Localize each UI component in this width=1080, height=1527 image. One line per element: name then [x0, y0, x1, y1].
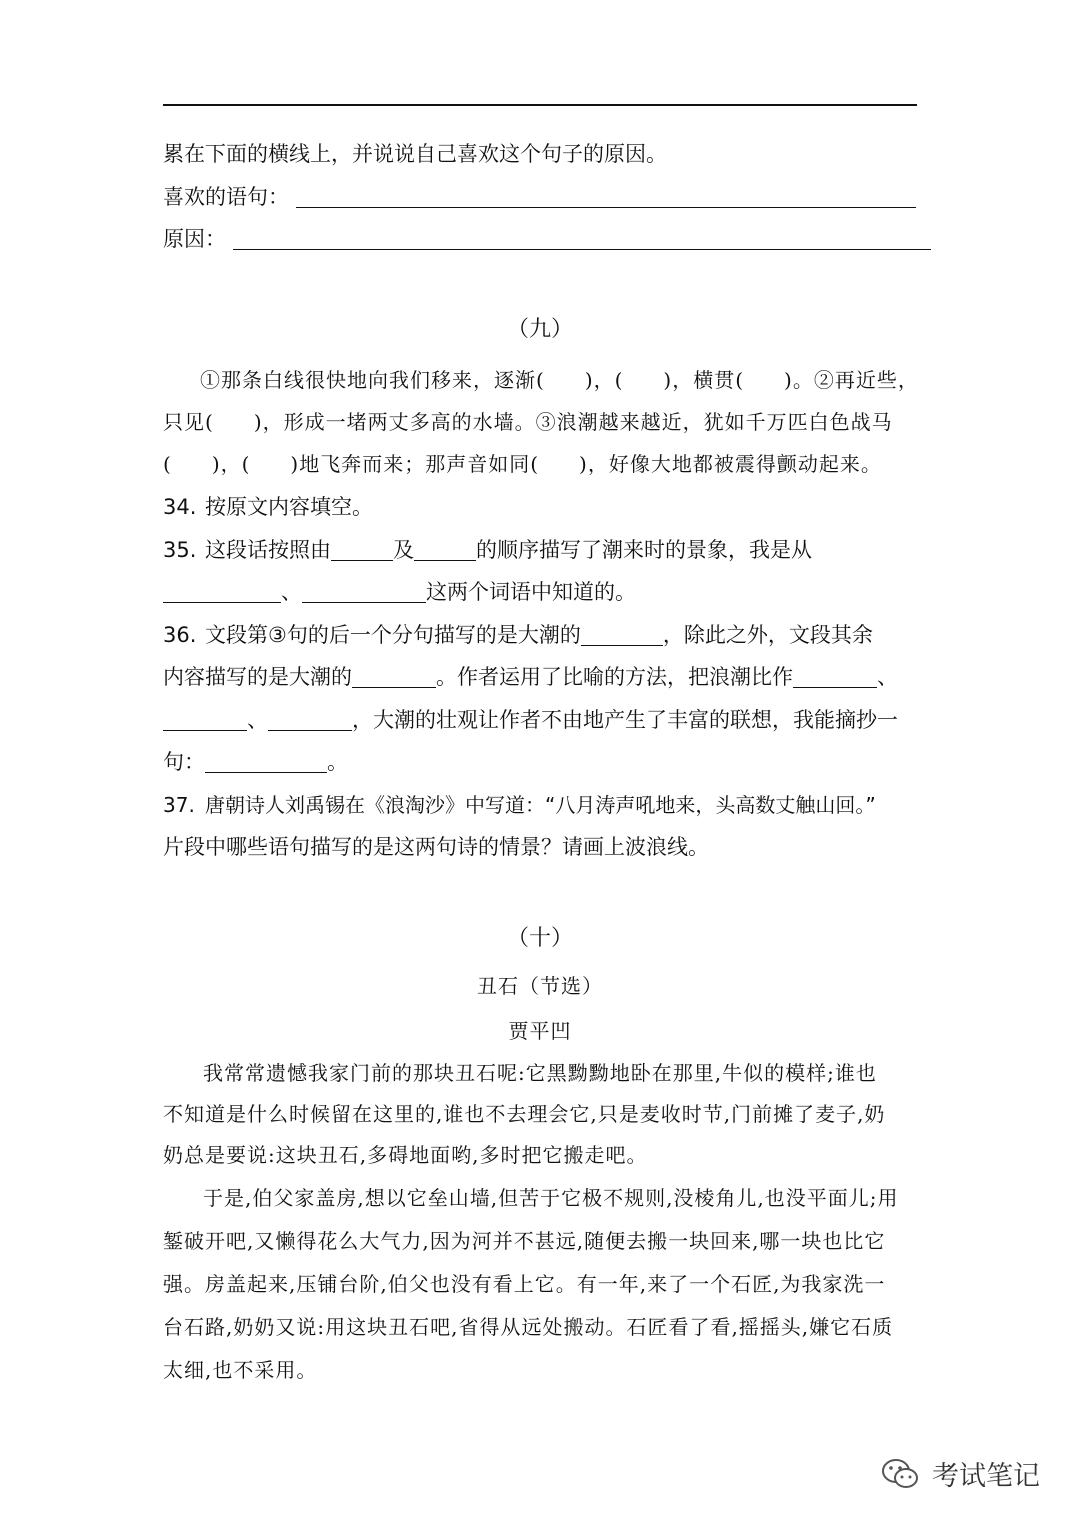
article-line-2: 不知道是什么时候留在这里的,谁也不去理会它,只是麦收时节,门前摊了麦子,奶 — [163, 1102, 886, 1126]
question-36-cont-3: 句： 。 — [163, 750, 348, 774]
question-37-cont: 片段中哪些语句描写的是这两句诗的情景？请画上波浪线。 — [163, 835, 709, 859]
favorite-sentence-row — [163, 183, 923, 211]
section-heading-10: （十） — [506, 926, 573, 951]
watermark — [880, 1448, 1060, 1498]
answer-blank[interactable] — [205, 752, 327, 773]
section-heading-9: （九） — [506, 317, 573, 342]
article-line-5: 錾破开吧,又懒得花么大气力,因为河并不甚远,随便去搬一块回来,哪一块也比它 — [163, 1229, 886, 1253]
wechat-icon — [880, 1454, 920, 1494]
answer-blank[interactable] — [268, 710, 352, 731]
article-line-3: 奶总是要说:这块丑石,多碍地面哟,多时把它搬走吧。 — [163, 1143, 648, 1167]
question-34: 34. 按原文内容填空。 — [163, 495, 373, 519]
question-35: 35. 这段话按照由 及 的顺序描写了潮来时的景象，我是从 — [163, 538, 812, 562]
favorite-label: 喜欢的语句： — [163, 185, 289, 209]
question-37: 37. 唐朝诗人刘禹锡在《浪淘沙》中写道：“八月涛声吼地来，头高数丈触山回。” — [163, 793, 876, 817]
reason-label: 原因： — [163, 227, 226, 251]
article-line-8: 太细,也不采用。 — [163, 1358, 318, 1382]
answer-blank[interactable] — [352, 667, 436, 688]
answer-blank[interactable] — [331, 540, 393, 561]
reason-answer-line[interactable] — [233, 229, 931, 250]
article-line-6: 强。房盖起来,压铺台阶,伯父也没有看上它。有一年,来了一个石匠,为我家洗一 — [163, 1272, 886, 1296]
question-36-cont-1: 内容描写的是大潮的 。作者运用了比喻的方法，把浪潮比作 、 — [163, 665, 898, 689]
answer-blank[interactable] — [414, 540, 476, 561]
article-line-1: 我常常遗憾我家门前的那块丑石呢:它黑黝黝地卧在那里,牛似的模样;谁也 — [203, 1061, 877, 1085]
favorite-answer-line[interactable] — [296, 187, 916, 208]
question-35-cont: 、 这两个词语中知道的。 — [163, 578, 923, 606]
reason-row — [163, 225, 923, 253]
article-title: 丑石（节选） — [477, 974, 603, 998]
answer-line[interactable] — [163, 104, 917, 106]
instruction-line: 累在下面的横线上，并说说自己喜欢这个句子的原因。 — [163, 142, 667, 166]
passage-line-2: 只见( )，形成一堵两丈多高的水墙。③浪潮越来越近，犹如千万匹白色战马 — [163, 410, 893, 434]
passage-line-3: ( )，( )地飞奔而来；那声音如同( )，好像大地都被震得颤动起来。 — [163, 452, 882, 476]
watermark-text: 考试笔记 — [932, 1461, 1040, 1492]
question-36-cont-2: 、 ，大潮的壮观让作者不由地产生了丰富的联想，我能摘抄一 — [163, 706, 923, 734]
passage-line-1: ①那条白线很快地向我们移来，逐渐( )，( )，横贯( )。②再近些， — [200, 368, 919, 392]
answer-blank[interactable] — [302, 582, 426, 603]
question-36: 36. 文段第③句的后一个分句描写的是大潮的 ，除此之外，文段其余 — [163, 623, 873, 647]
answer-blank[interactable] — [163, 710, 247, 731]
answer-blank[interactable] — [581, 625, 663, 646]
answer-blank[interactable] — [793, 667, 877, 688]
article-line-7: 台石路,奶奶又说:用这块丑石吧,省得从远处搬动。石匠看了看,摇摇头,嫌它石质 — [163, 1315, 894, 1339]
article-author: 贾平凹 — [508, 1019, 572, 1043]
article-line-4: 于是,伯父家盖房,想以它垒山墙,但苦于它极不规则,没棱角儿,也没平面儿;用 — [203, 1186, 899, 1210]
answer-blank[interactable] — [163, 582, 281, 603]
